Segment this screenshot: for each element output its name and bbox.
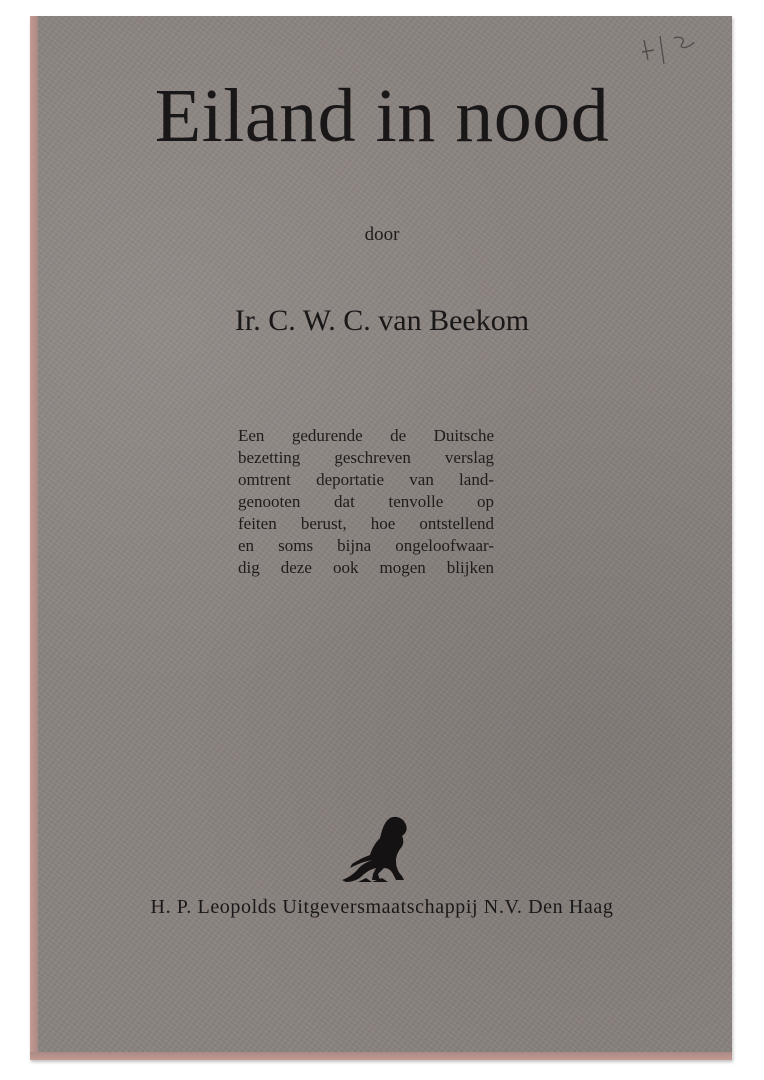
book-title: Eiland in nood [154, 74, 610, 158]
blurb-line: en soms bijna ongeloofwaar- [238, 536, 494, 555]
blurb-line: omtrent deportatie van land- [238, 470, 494, 489]
byline-text: door [364, 224, 400, 245]
cover-edge-bottom [30, 1052, 732, 1060]
blurb-line: Een gedurende de Duitsche [238, 426, 494, 445]
blurb-line: bezetting geschreven verslag [238, 448, 494, 467]
author-name: Ir. C. W. C. van Beekom [234, 304, 530, 337]
lion-icon [338, 812, 418, 888]
byline-label [0, 224, 764, 246]
blurb-line: dig deze ook mogen blijken [238, 558, 494, 577]
description-blurb [238, 425, 494, 579]
blurb-line: genooten dat tenvolle op [238, 492, 494, 511]
blurb-line: feiten berust, hoe ontstellend [238, 514, 494, 533]
publisher-line: H. P. Leopolds Uitgeversmaatschappij N.V. Den Haag [150, 896, 614, 918]
handwritten-price-mark [640, 30, 702, 70]
